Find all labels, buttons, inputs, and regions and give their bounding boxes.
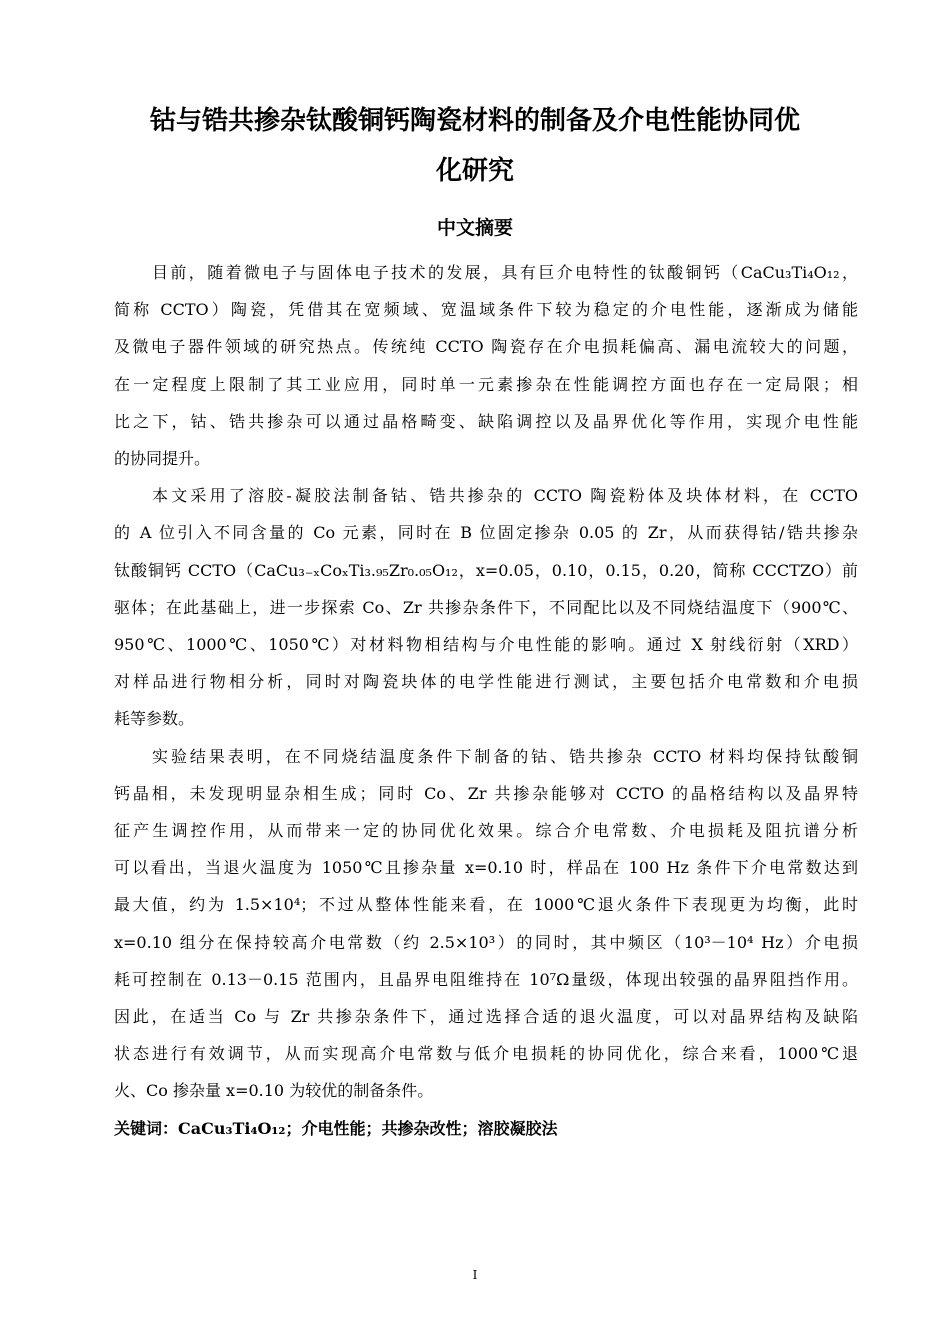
p3-line: 状态进行有效调节，从而实现高介电常数与低介电损耗的协同优化，综合来看，1000℃退 bbox=[114, 1044, 858, 1064]
p3-line: 因此，在适当 Co 与 Zr 共掺杂条件下，通过选择合适的退火温度，可以对晶界结构及缺陷 bbox=[114, 1007, 858, 1027]
p2-line: 的 A 位引入不同含量的 Co 元素，同时在 B 位固定掺杂 0.05 的 Zr，从而获得钴/锆共掺杂 bbox=[114, 523, 858, 543]
abstract-paragraph-3 bbox=[114, 738, 858, 1110]
abstract-body bbox=[114, 254, 858, 1147]
keywords-label: 关键词： bbox=[114, 1118, 179, 1138]
p2-line: 耗等参数。 bbox=[114, 709, 195, 729]
p3-line: 火、Co 掺杂量 x=0.10 为较优的制备条件。 bbox=[114, 1081, 434, 1101]
document-title bbox=[100, 96, 850, 196]
abstract-heading: 中文摘要 bbox=[436, 217, 513, 239]
p3-line: 耗可控制在 0.13－0.15 范围内，且晶界电阻维持在 10⁷Ω量级，体现出较强的晶界阻挡作用。 bbox=[114, 969, 858, 989]
p3-line: 征产生调控作用，从而带来一定的协同优化效果。综合介电常数、介电损耗及阻抗谱分析 bbox=[114, 821, 858, 841]
keywords bbox=[114, 1110, 858, 1147]
p2-line: 本文采用了溶胶-凝胶法制备钴、锆共掺杂的 CCTO 陶瓷粉体及块体材料，在 CCTO bbox=[152, 486, 858, 506]
p2-line: 钛酸铜钙 CCTO（CaCu₃₋ₓCoₓTi₃.₉₅Zr₀.₀₅O₁₂，x=0.05，0.10，0.15，0.20，简称 CCCTZO）前 bbox=[114, 560, 858, 580]
p3-line: x=0.10 组分在保持较高介电常数（约 2.5×10³）的同时，其中频区（10³－10⁴ Hz）介电损 bbox=[114, 932, 858, 952]
keywords-value: CaCu₃Ti₄O₁₂；介电性能；共掺杂改性；溶胶凝胶法 bbox=[178, 1118, 558, 1138]
p3-line: 可以看出，当退火温度为 1050℃且掺杂量 x=0.10 时，样品在 100 Hz 条件下介电常数达到 bbox=[114, 858, 858, 878]
p3-line: 实验结果表明，在不同烧结温度条件下制备的钴、锆共掺杂 CCTO 材料均保持钛酸铜 bbox=[152, 746, 858, 766]
p1-line: 的协同提升。 bbox=[114, 449, 211, 469]
p1-line: 简称 CCTO）陶瓷，凭借其在宽频域、宽温域条件下较为稳定的介电性能，逐渐成为储能 bbox=[114, 300, 858, 320]
title-line-2: 化研究 bbox=[435, 156, 514, 186]
p3-line: 钙晶相，未发现明显杂相生成；同时 Co、Zr 共掺杂能够对 CCTO 的晶格结构以及晶界特 bbox=[114, 783, 858, 803]
p1-line: 在一定程度上限制了其工业应用，同时单一元素掺杂在性能调控方面也存在一定局限；相 bbox=[114, 374, 858, 394]
p1-line: 比之下，钴、锆共掺杂可以通过晶格畸变、缺陷调控以及晶界优化等作用，实现介电性能 bbox=[114, 411, 858, 431]
page-number: I bbox=[472, 1268, 478, 1282]
p1-line: 目前，随着微电子与固体电子技术的发展，具有巨介电特性的钛酸铜钙（CaCu₃Ti₄O₁₂， bbox=[152, 263, 858, 282]
p3-line: 最大值，约为 1.5×10⁴；不过从整体性能来看，在 1000℃退火条件下表现更为均衡，此时 bbox=[114, 895, 858, 915]
p1-line: 及微电子器件领域的研究热点。传统纯 CCTO 陶瓷存在介电损耗偏高、漏电流较大的问题， bbox=[114, 337, 858, 357]
abstract-paragraph-1 bbox=[114, 254, 858, 477]
p2-line: 对样品进行物相分析，同时对陶瓷块体的电学性能进行测试，主要包括介电常数和介电损 bbox=[114, 672, 858, 692]
p2-line: 950℃、1000℃、1050℃）对材料物相结构与介电性能的影响。通过 X 射线衍射（XRD） bbox=[114, 635, 858, 655]
abstract-paragraph-2 bbox=[114, 477, 858, 737]
p2-line: 驱体；在此基础上，进一步探索 Co、Zr 共掺杂条件下，不同配比以及不同烧结温度下（900℃、 bbox=[114, 597, 858, 617]
title-line-1: 钴与锆共掺杂钛酸铜钙陶瓷材料的制备及介电性能协同优 bbox=[149, 106, 800, 136]
